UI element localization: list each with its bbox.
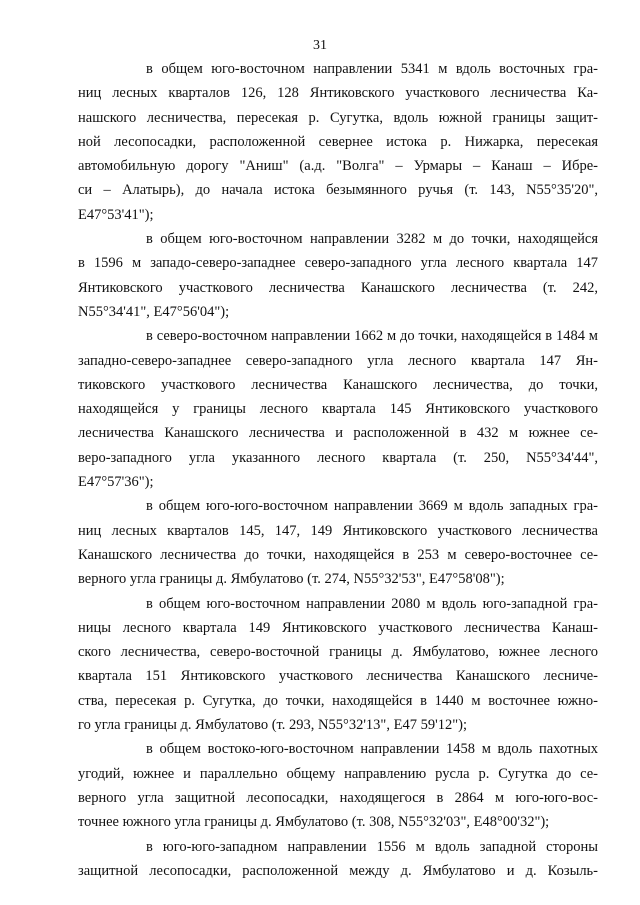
paragraph-line: тиковского участкового лесничества Канашского лесничества, до точки,	[78, 376, 598, 393]
paragraph-6	[78, 737, 598, 834]
paragraph-line: в юго-юго-западном направлении 1556 м вдоль западной стороны	[146, 838, 598, 855]
paragraph-line: находящейся у границы лесного квартала 145 Янтиковского участкового	[78, 401, 598, 418]
paragraph-line: автомобильную дорогу "Аниш" (а.д. "Волга" – Урмары – Канаш – Ибре-	[78, 158, 598, 175]
paragraph-line: в общем юго-восточном направлении 2080 м вдоль юго-западной гра-	[146, 595, 598, 612]
paragraph-4	[78, 494, 598, 591]
paragraph-line: нашского лесничества, пересекая р. Сугутка, вдоль южной границы защит-	[78, 109, 598, 126]
paragraph-line: лесничества Канашского лесничества и расположенной в 432 м южнее се-	[78, 425, 598, 442]
paragraph-line: в общем юго-юго-восточном направлении 3669 м вдоль западных гра-	[146, 498, 598, 515]
page-number: 31	[313, 38, 327, 53]
paragraph-line: E47°57'36");	[78, 474, 154, 491]
paragraph-line: ства, пересекая р. Сугутка, до точки, находящейся в 1440 м восточнее южно-	[78, 692, 598, 709]
paragraph-line: N55°34'41", E47°56'04");	[78, 303, 230, 320]
paragraph-7	[78, 835, 598, 884]
paragraph-line: верного угла границы д. Ямбулатово (т. 274, N55°32'53", E47°58'08");	[78, 571, 505, 588]
paragraph-line: в общем востоко-юго-восточном направлении 1458 м вдоль пахотных	[146, 741, 598, 758]
paragraph-line: в общем юго-восточном направлении 5341 м вдоль восточных гра-	[146, 61, 598, 77]
paragraph-5	[78, 592, 598, 738]
paragraph-line: ниц лесных кварталов 126, 128 Янтиковского участкового лесничества Ка-	[78, 85, 598, 102]
paragraph-2	[78, 227, 598, 324]
paragraph-line: ского лесничества, северо-восточной границы д. Ямбулатово, южнее лесного	[78, 644, 598, 661]
paragraph-line: веро-западного угла указанного лесного квартала (т. 250, N55°34'44",	[78, 449, 598, 466]
paragraph-line: го угла границы д. Ямбулатово (т. 293, N55°32'13", E47 59'12");	[78, 717, 467, 734]
paragraph-1	[78, 57, 598, 227]
paragraph-line: E47°53'41");	[78, 206, 154, 223]
paragraph-line: в северо-восточном направлении 1662 м до точки, находящейся в 1484 м	[146, 328, 598, 345]
paragraph-line: ниц лесных кварталов 145, 147, 149 Янтиковского участкового лесничества	[78, 522, 598, 539]
paragraph-line: квартала 151 Янтиковского участкового лесничества Канашского лесниче-	[78, 668, 598, 685]
paragraph-3	[78, 324, 598, 494]
paragraph-line: Янтиковского участкового лесничества Канашского лесничества (т. 242,	[78, 279, 598, 296]
document-body	[78, 57, 598, 883]
paragraph-line: западно-северо-западнее северо-западного угла лесного квартала 147 Ян-	[78, 352, 598, 369]
paragraph-line: верного угла защитной лесопосадки, находящегося в 2864 м юго-юго-вос-	[78, 789, 598, 806]
paragraph-line: ной лесопосадки, расположенной севернее истока р. Нижарка, пересекая	[78, 133, 598, 150]
paragraph-line: защитной лесопосадки, расположенной между д. Ямбулатово и д. Козыль-	[78, 862, 598, 879]
paragraph-line: си – Алатырь), до начала истока безымянного ручья (т. 143, N55°35'20",	[78, 182, 598, 199]
paragraph-line: в общем юго-восточном направлении 3282 м до точки, находящейся	[146, 231, 598, 248]
paragraph-line: угодий, южнее и параллельно общему направлению русла р. Сугутка до се-	[78, 765, 598, 782]
paragraph-line: точнее южного угла границы д. Ямбулатово (т. 308, N55°32'03", E48°00'32");	[78, 814, 550, 831]
paragraph-line: в 1596 м западо-северо-западнее северо-западного угла лесного квартала 147	[78, 255, 598, 272]
paragraph-line: ницы лесного квартала 149 Янтиковского участкового лесничества Канаш-	[78, 619, 598, 636]
paragraph-line: Канашского лесничества до точки, находящейся в 253 м северо-восточнее се-	[78, 546, 598, 563]
